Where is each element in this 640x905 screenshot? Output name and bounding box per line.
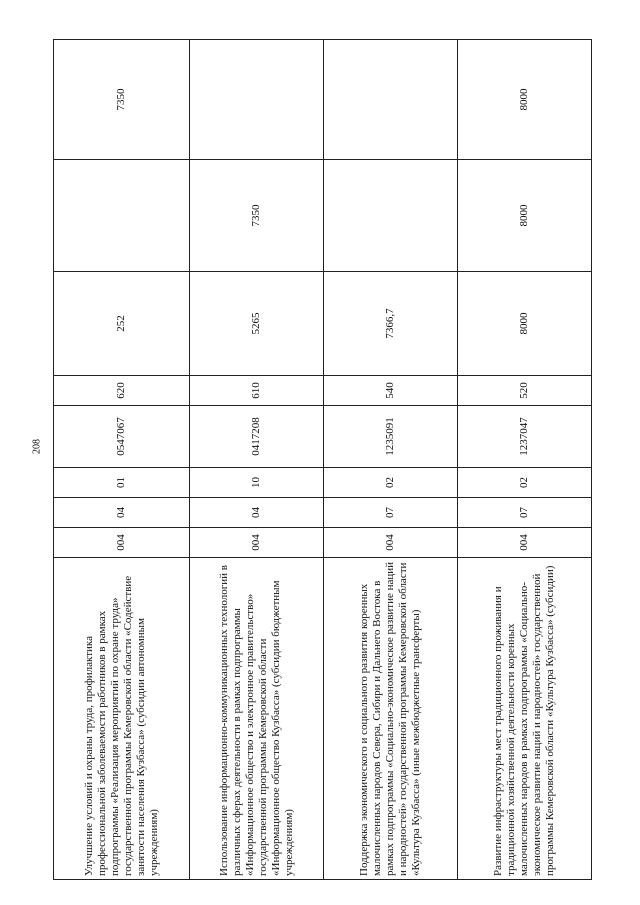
target-article-code: 1235091 — [324, 406, 458, 468]
subsection-code: 02 — [458, 468, 592, 498]
amount-year-3: 7350 — [54, 40, 190, 160]
ministry-code: 004 — [190, 528, 324, 558]
amount-year-1: 252 — [54, 272, 190, 376]
subsection-code: 02 — [324, 468, 458, 498]
amount-year-3 — [324, 40, 458, 160]
amount-year-1: 8000 — [458, 272, 592, 376]
amount-year-2: 7350 — [190, 160, 324, 272]
section-code: 07 — [458, 498, 592, 528]
amount-year-2 — [324, 160, 458, 272]
table-row — [458, 40, 592, 880]
expense-type-code: 520 — [458, 376, 592, 406]
amount-year-2: 8000 — [458, 160, 592, 272]
ministry-code: 004 — [458, 528, 592, 558]
page-number: 208 — [31, 439, 43, 454]
target-article-code: 1237047 — [458, 406, 592, 468]
expense-type-code: 620 — [54, 376, 190, 406]
amount-year-3 — [190, 40, 324, 160]
row-description: Поддержка экономического и социального развития коренных малочисленных народов Севера, Сибири и Дальнего Востока в рамках подпрограммы «Социально-экономическое развитие наций и народностей» государственной программы Кемеровской области «Культура Кузбасса» (иные межбюджетные трансферты) — [324, 558, 458, 880]
section-code: 04 — [54, 498, 190, 528]
expense-type-code: 610 — [190, 376, 324, 406]
ministry-code: 004 — [324, 528, 458, 558]
section-code: 07 — [324, 498, 458, 528]
budget-table-container — [53, 40, 591, 880]
table-row — [54, 40, 190, 880]
target-article-code: 0417208 — [190, 406, 324, 468]
subsection-code: 10 — [190, 468, 324, 498]
budget-table — [53, 39, 592, 880]
table-row — [324, 40, 458, 880]
section-code: 04 — [190, 498, 324, 528]
target-article-code: 0547067 — [54, 406, 190, 468]
subsection-code: 01 — [54, 468, 190, 498]
row-description: Улучшение условий и охраны труда, профилактика профессиональной заболеваемости работников в рамках подпрограммы «Реализация мероприятий по охране труда» государственной программы Кемеровской области «Содействие занятости населения Кузбасса» (субсидии автономным учреждениям) — [54, 558, 190, 880]
amount-year-2 — [54, 160, 190, 272]
ministry-code: 004 — [54, 528, 190, 558]
table-row — [190, 40, 324, 880]
row-description: Использование информационно-коммуникационных технологий в различных сферах деятельности в рамках подпрограммы «Информационное общество и электронное правительство» государственной программы Кемеровской области «Информационное общество Кузбасса» (субсидии бюджетным учреждениям) — [190, 558, 324, 880]
amount-year-1: 7366,7 — [324, 272, 458, 376]
expense-type-code: 540 — [324, 376, 458, 406]
row-description: Развитие инфраструктуры мест традиционного проживания и традиционной хозяйственной деятельности коренных малочисленных народов в рамках подпрограммы «Социально-экономическое развитие наций и народностей» государственной программы Кемеровской области «Культура Кузбасса» (субсидии) — [458, 558, 592, 880]
amount-year-1: 5265 — [190, 272, 324, 376]
amount-year-3: 8000 — [458, 40, 592, 160]
